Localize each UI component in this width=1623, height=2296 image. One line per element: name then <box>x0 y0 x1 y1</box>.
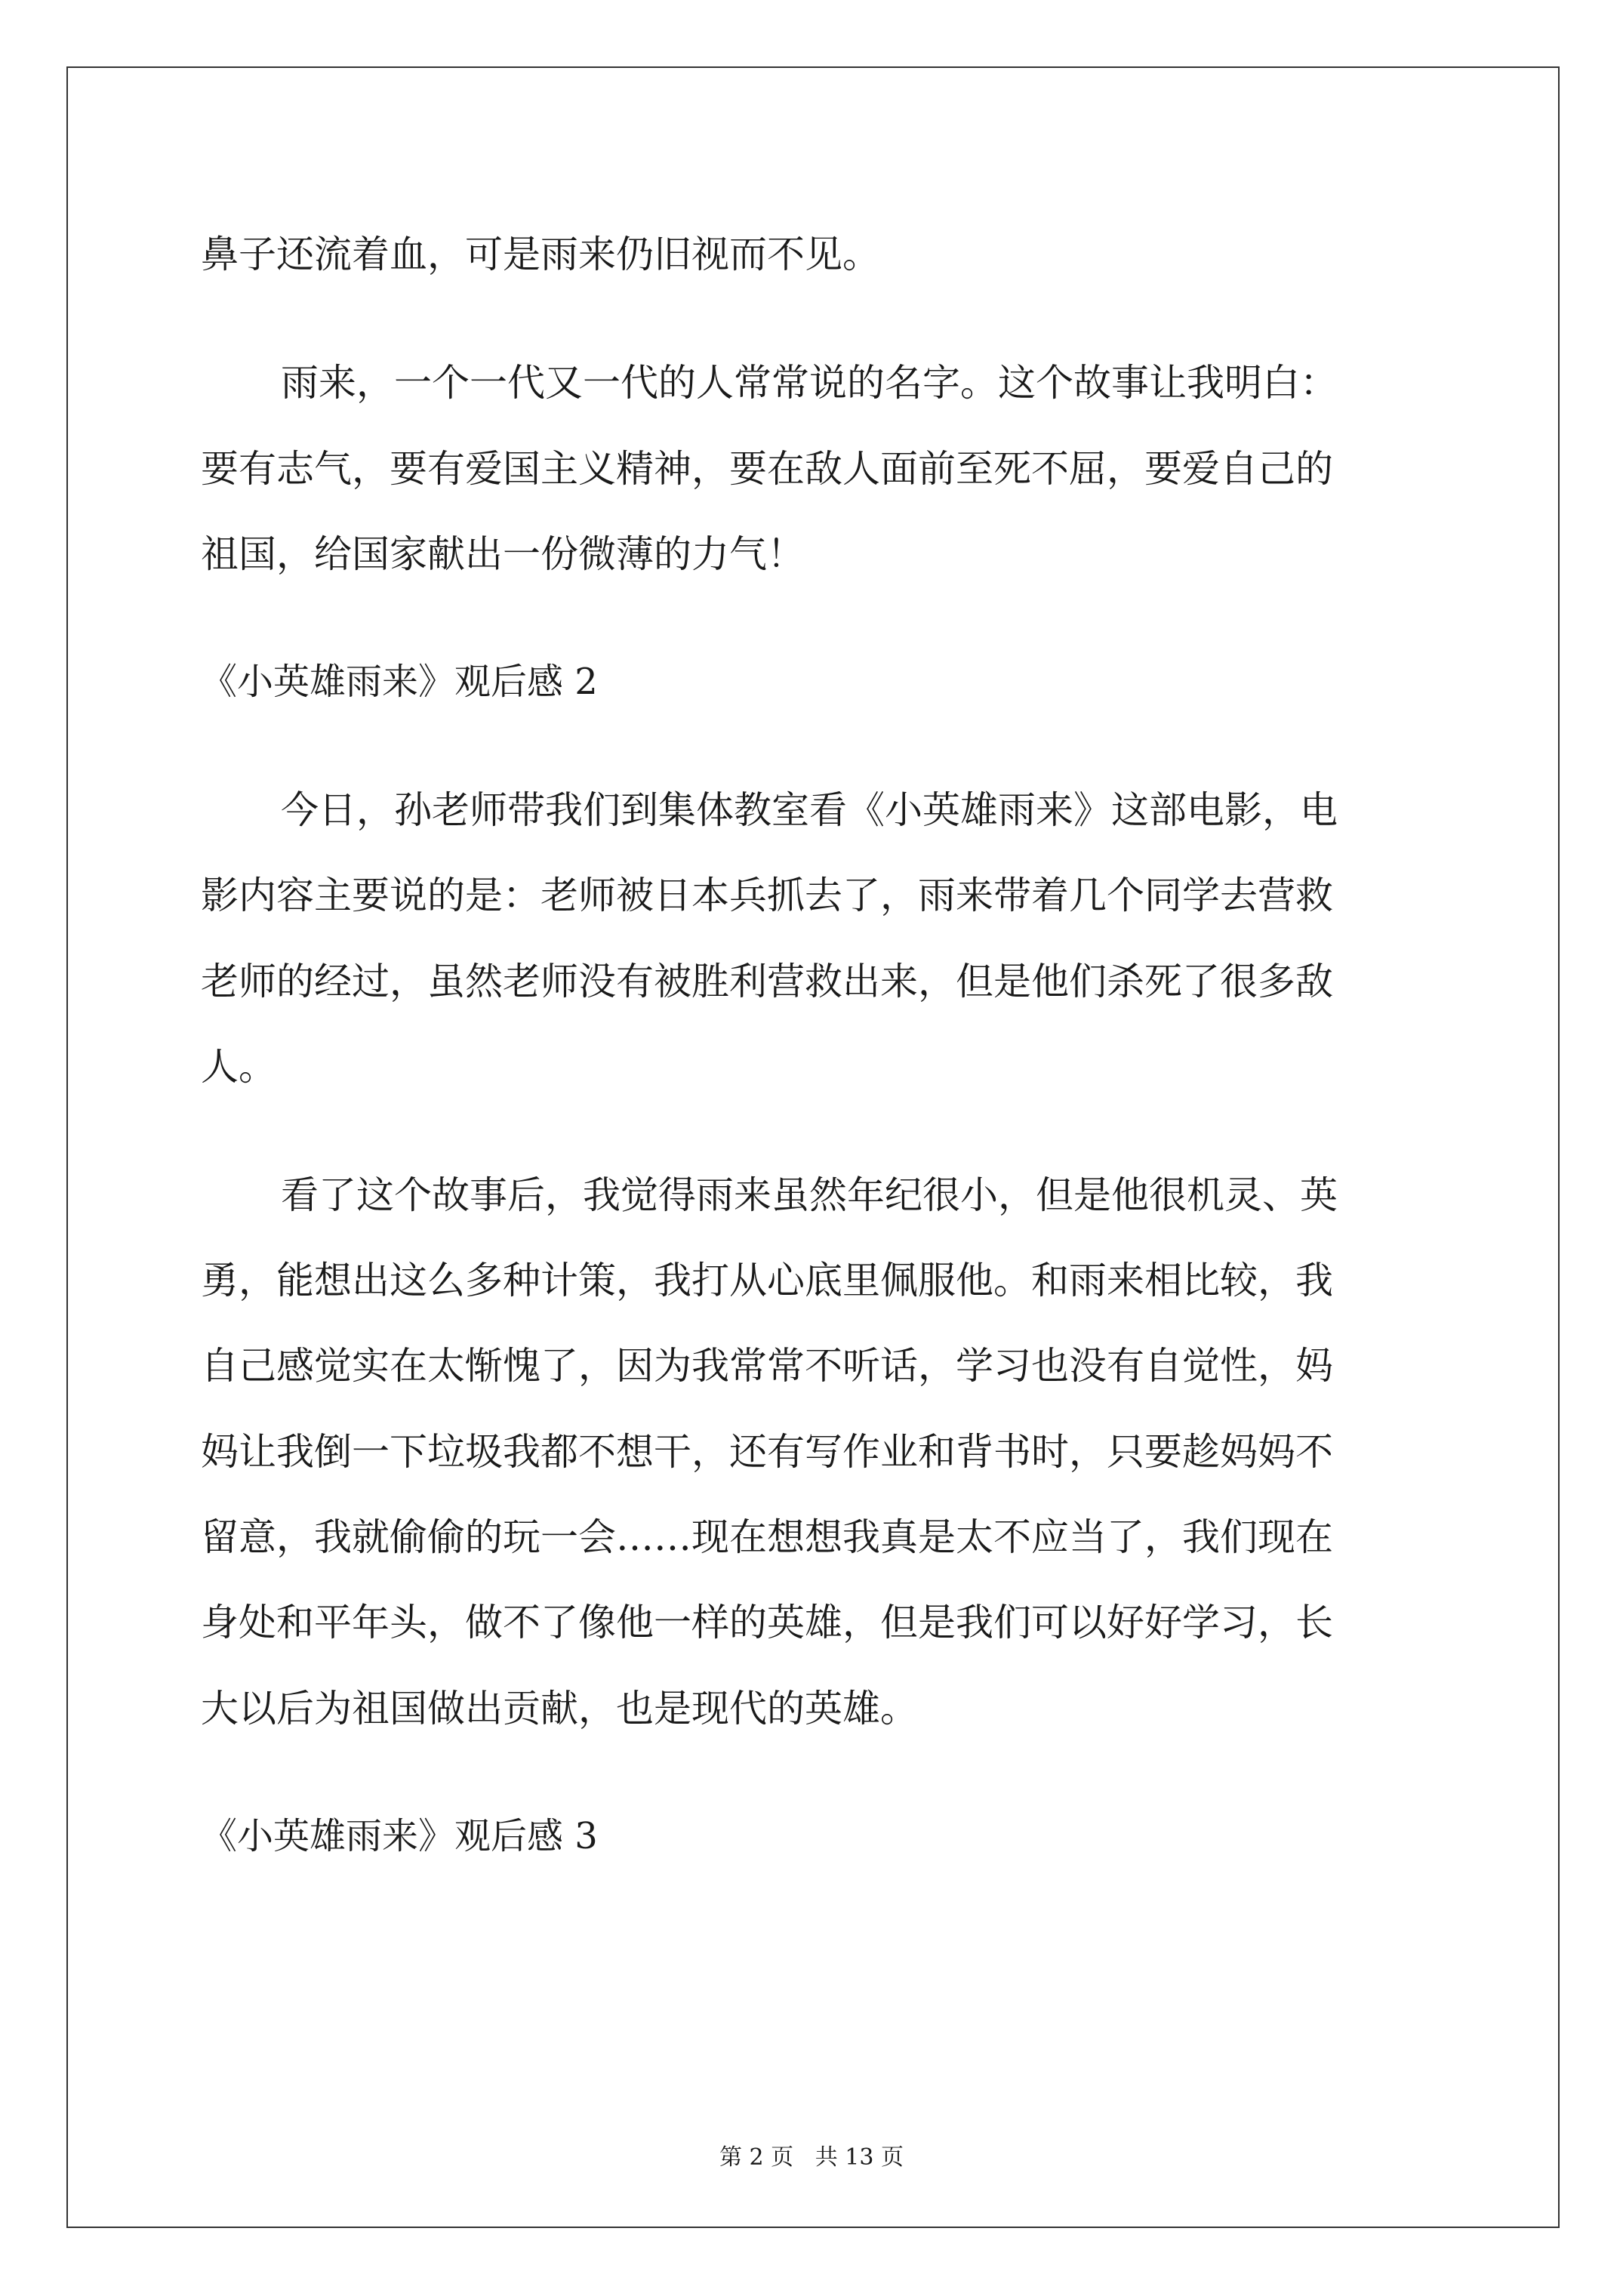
text-line: 要有志气，要有爱国主义精神，要在敌人面前至死不屈，要爱自己的 <box>201 447 1333 491</box>
page-total: 共 13 页 <box>815 2144 904 2171</box>
text-line: 妈让我倒一下垃圾我都不想干，还有写作业和背书时，只要趁妈妈不 <box>201 1430 1333 1474</box>
text-line: 看了这个故事后，我觉得雨来虽然年纪很小，但是他很机灵、英 <box>281 1173 1338 1217</box>
page-number: 第 2 页 <box>719 2144 794 2171</box>
text-line: 祖国，给国家献出一份微薄的力气！ <box>201 532 805 576</box>
text-line: 大以后为祖国做出贡献，也是现代的英雄。 <box>201 1687 918 1730</box>
text-line: 留意，我就偷偷的玩一会……现在想想我真是太不应当了，我们现在 <box>201 1515 1333 1559</box>
text-line: 自己感觉实在太惭愧了，因为我常常不听话，学习也没有自觉性，妈 <box>201 1344 1333 1388</box>
text-line: 鼻子还流着血，可是雨来仍旧视而不见。 <box>201 233 880 276</box>
text-line: 雨来，一个一代又一代的人常常说的名字。这个故事让我明白： <box>281 361 1338 405</box>
text-line: 身处和平年头，做不了像他一样的英雄，但是我们可以好好学习，长 <box>201 1601 1333 1644</box>
section-heading: 《小英雄雨来》观后感 3 <box>201 1815 598 1857</box>
text-line: 今日，孙老师带我们到集体教室看《小英雄雨来》这部电影，电 <box>281 788 1338 832</box>
section-heading: 《小英雄雨来》观后感 2 <box>201 661 598 703</box>
text-line: 老师的经过，虽然老师没有被胜利营救出来，但是他们杀死了很多敌 <box>201 960 1333 1003</box>
text-line: 影内容主要说的是：老师被日本兵抓去了，雨来带着几个同学去营救 <box>201 874 1333 917</box>
text-line: 勇，能想出这么多种计策，我打从心底里佩服他。和雨来相比较，我 <box>201 1259 1333 1302</box>
page-footer <box>0 2144 1623 2171</box>
text-line: 人。 <box>201 1045 276 1089</box>
